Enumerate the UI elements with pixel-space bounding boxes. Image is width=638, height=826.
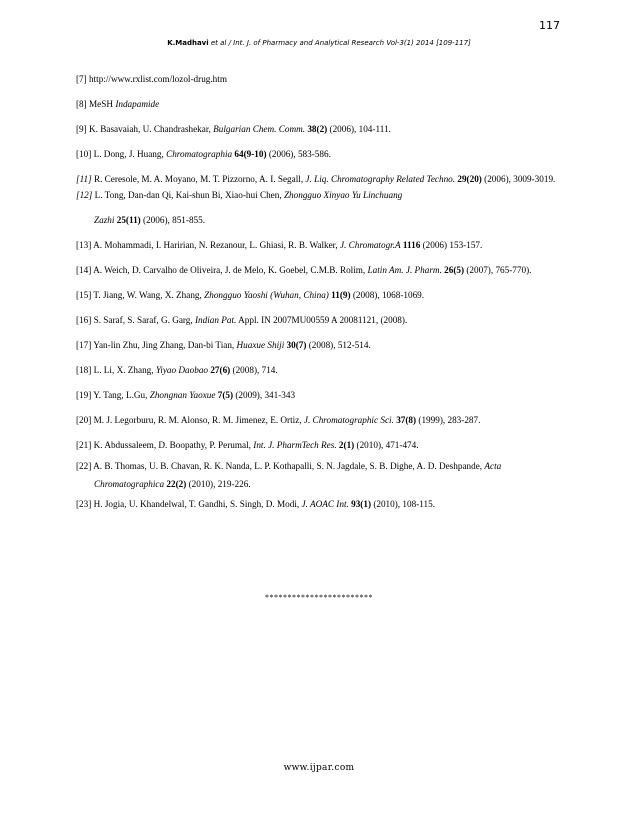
reference-8: [8] MeSH Indapamide [76,99,160,109]
reference-12-continued: Zazhi 25(11) (2006), 851-855. [94,215,206,225]
reference-21: [21] K. Abdussaleem, D. Boopathy, P. Perumal, Int. J. PharmTech Res. 2(1) (2010), 471-474. [76,440,419,450]
reference-20: [20] M. J. Legorburu, R. M. Alonso, R. M. Jimenez, E. Ortiz, J. Chromatographic Sci. 37(8) (1999), 283-287. [76,415,481,425]
reference-13: [13] A. Mohammadi, I. Haririan, N. Rezanour, L. Ghiasi, R. B. Walker, J. Chromatogr.A 1116 (2006) 153-157. [76,240,483,250]
reference-12: [12] L. Tong, Dan-dan Qi, Kai-shun Bi, Xiao-hui Chen, Zhongguo Xinyao Yu Linchuang [76,190,403,200]
footer-website: www.ijpar.com [283,763,355,773]
reference-23: [23] H. Jogia, U. Khandelwal, T. Gandhi, S. Singh, D. Modi, J. AOAC Int. 93(1) (2010), 108-115. [76,499,435,509]
running-header [0,39,638,47]
header-journal: et al / Int. J. of Pharmacy and Analytical Research Vol-3(1) 2014 [109-117] [208,39,471,47]
reference-9: [9] K. Basavaiah, U. Chandrashekar, Bulgarian Chem. Comm. 38(2) (2006), 104-111. [76,124,391,134]
reference-14: [14] A. Weich, D. Carvalho de Oliveira, J. de Melo, K. Goebel, C.M.B. Rolim, Latin Am. J. Pharm. 26(5) (2007), 765-770). [76,265,532,275]
reference-list [76,72,566,522]
header-author: K.Madhavi [167,39,209,47]
reference-15: [15] T. Jiang, W. Wang, X. Zhang, Zhongguo Yaoshi (Wuhan, China) 11(9) (2008), 1068-1069. [76,290,425,300]
reference-18: [18] L. Li, X. Zhang, Yiyao Daobao 27(6) (2008), 714. [76,365,278,375]
reference-17: [17] Yan-lin Zhu, Jing Zhang, Dan-bi Tian, Huaxue Shiji 30(7) (2008), 512-514. [76,340,371,350]
page-number: 117 [539,19,560,32]
reference-7: [7] http://www.rxlist.com/lozol-drug.htm [76,74,227,84]
reference-19: [19] Y. Tang, L.Gu, Zhongnan Yaoxue 7(5) (2009), 341-343 [76,390,296,400]
reference-10: [10] L. Dong, J. Huang, Chromatographia 64(9-10) (2006), 583-586. [76,149,331,159]
reference-22: [22] A. B. Thomas, U. B. Chavan, R. K. Nanda, L. P. Kothapalli, S. N. Jagdale, S. B. Dighe, A. D. Deshpande, Acta Chromatographica 22(2) (2010), 219-226. [76,461,502,489]
reference-16: [16] S. Saraf, S. Saraf, G. Garg, Indian Pat. Appl. IN 2007MU00559 A 20081121, (2008). [76,315,408,325]
reference-11: [11] R. Ceresole, M. A. Moyano, M. T. Pizzorno, A. I. Segall, J. Liq. Chromatography Related Techno. 29(20) (2006), 3009-3019. [76,174,556,184]
end-separator: ************************ [265,593,373,602]
